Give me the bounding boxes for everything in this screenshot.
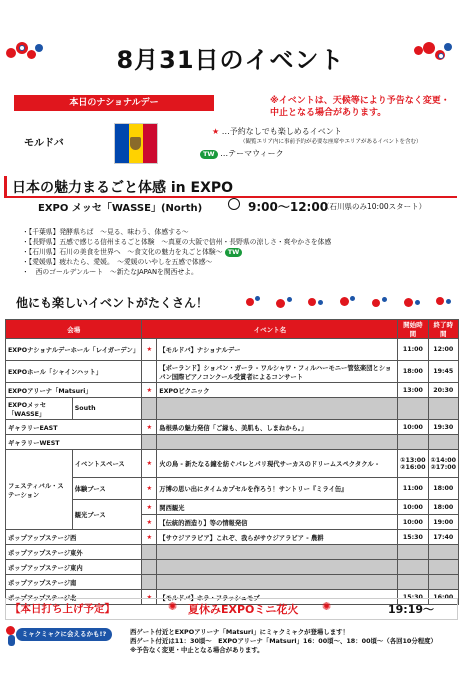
- myakumyaku-badge: ミャクミャクに会えるかも!?: [16, 628, 112, 641]
- venue-cell: EXPOナショナルデーホール「レイガーデン」: [6, 339, 142, 361]
- change-notice: ※イベントは、天候等により予告なく変更・中止となる場合があります。: [270, 96, 450, 118]
- table-row: [6, 530, 459, 545]
- legend-tw: [200, 149, 284, 159]
- col-event: イベント名: [142, 320, 398, 339]
- national-day-label: 本日のナショナルデー: [14, 95, 214, 111]
- venue-cell: ポップアップステージ東内: [6, 560, 142, 575]
- feature-time-note: （石川県のみ10:00スタート）: [322, 202, 427, 211]
- event-cell: 島根県の魅力発信「ご縁も、美肌も、しまねから。」: [157, 420, 398, 435]
- star-icon: ★: [142, 515, 157, 530]
- start-cell: 15:30: [398, 590, 428, 605]
- start-cell: 15:30: [398, 530, 428, 545]
- tw-badge: TW: [225, 248, 243, 257]
- clock-icon: [228, 198, 240, 210]
- dot-pattern-decoration: [246, 296, 456, 308]
- start-cell: 10:00: [398, 420, 428, 435]
- legend-star-text: …予約なしでも楽しめるイベント: [221, 127, 342, 136]
- subvenue-cell: 体験ブース: [72, 478, 142, 500]
- table-row: [6, 339, 459, 361]
- schedule-table: [5, 319, 459, 605]
- star-icon: ★: [142, 383, 157, 398]
- table-row: [6, 450, 459, 478]
- start-cell: 11:00: [398, 339, 428, 361]
- venue-cell: フェスティバル・ステーション: [6, 450, 73, 530]
- end-cell: 18:00: [428, 478, 458, 500]
- start-cell: 13:00: [398, 383, 428, 398]
- table-row: [6, 560, 459, 575]
- table-row: [6, 575, 459, 590]
- event-cell: 【サウジアラビア】これぞ、我らがサウジアラビア - 農耕: [157, 530, 398, 545]
- list-item: ・ 【愛媛県】疲れたら、愛媛。 〜愛媛のいやしを五感で体感〜: [22, 257, 452, 267]
- table-row: [6, 383, 459, 398]
- end-cell: 19:30: [428, 420, 458, 435]
- list-item: ・ 【長野県】五感で感じる信州まるごと体験 〜真夏の大阪で信州・長野県の涼しさ・爽やかさを体感: [22, 237, 452, 247]
- feature-venue: EXPO メッセ「WASSE」(North): [38, 203, 203, 214]
- table-row: [6, 398, 459, 420]
- table-row: [6, 420, 459, 435]
- end-cell: 19:00: [428, 515, 458, 530]
- table-row: [6, 435, 459, 450]
- table-row: [6, 361, 459, 383]
- firework-icon: ✺: [168, 600, 178, 613]
- col-start: 開始時間: [398, 320, 428, 339]
- moldova-flag-icon: [114, 123, 158, 164]
- end-cell: 17:40: [428, 530, 458, 545]
- feature-time: 9:00〜12:00: [248, 200, 329, 214]
- star-icon: ★: [142, 420, 157, 435]
- more-events-title: 他にも楽しいイベントがたくさん！: [16, 296, 209, 310]
- venue-cell: EXPOメッセ「WASSE」: [6, 398, 73, 420]
- end-cell: 18:00: [428, 500, 458, 515]
- venue-cell: ギャラリーEAST: [6, 420, 142, 435]
- star-icon: ★: [142, 590, 157, 605]
- end-cell: 20:30: [428, 383, 458, 398]
- venue-cell: EXPOホール「シャインハット」: [6, 361, 142, 383]
- venue-cell: ポップアップステージ西: [6, 530, 142, 545]
- end-cell: 16:00: [428, 590, 458, 605]
- star-icon: ★: [142, 478, 157, 500]
- info-line: 西ゲート付近とEXPOアリーナ「Matsuri」にミャクミャクが登場します！: [130, 628, 349, 636]
- start-cell: 10:00: [398, 500, 428, 515]
- event-cell: EXPOピクニック: [157, 383, 398, 398]
- page-title: 8月31日のイベント: [116, 46, 345, 74]
- legend-tw-text: …テーマウィーク: [220, 149, 284, 158]
- venue-cell: ポップアップステージ北: [6, 590, 142, 605]
- fireworks-time: 19:19〜: [388, 603, 435, 616]
- event-cell: 【ポーランド】ショパン・ガーラ - ワルシャワ・フィルハーモニー管弦楽団とショパン国際ピアノコンクール受賞者によるコンサート: [157, 361, 398, 383]
- venue-cell: EXPOアリーナ「Matsuri」: [6, 383, 142, 398]
- event-cell: 【モルドバ】ホラ・フラッシュモブ: [157, 590, 398, 605]
- event-cell: 【伝統的酒造り】等の情報発信: [157, 515, 398, 530]
- list-item: [22, 247, 452, 257]
- end-cell: ①14:00 ②17:00: [428, 450, 458, 478]
- table-header-row: [6, 320, 459, 339]
- legend-star: [212, 127, 342, 137]
- star-icon: ★: [212, 127, 220, 136]
- star-icon: ★: [142, 500, 157, 515]
- start-cell: 11:00: [398, 478, 428, 500]
- launch-label: 【本日打ち上げ予定】: [10, 603, 115, 615]
- legend-star-sub: （観覧エリア内に事前予約が必要な座席やエリアがあるイベントを含む）: [240, 139, 422, 145]
- info-line: ※予告なく変更・中止となる場合があります。: [130, 646, 264, 654]
- info-line: 西ゲート付近は11：30頃〜 EXPOアリーナ「Matsuri」16：00頃〜、18：00頃〜（各回10分程度）: [130, 637, 437, 645]
- table-row: [6, 500, 459, 515]
- feature-title: 日本の魅力まるごと体感 in EXPO: [12, 180, 234, 196]
- end-cell: 19:45: [428, 361, 458, 383]
- event-cell: 万博の思い出にタイムカプセルを作ろう！サントリー『ミライ缶』: [157, 478, 398, 500]
- subvenue-cell: 観光ブース: [72, 500, 142, 530]
- col-venue: 会場: [6, 320, 142, 339]
- firework-icon: ✺: [322, 600, 332, 613]
- event-cell: 関西観光: [157, 500, 398, 515]
- subvenue-cell: South: [72, 398, 142, 420]
- list-item: ・ 西のゴールデンルート 〜新たなJAPANを関西せよ。: [22, 267, 452, 277]
- star-icon: ★: [142, 339, 157, 361]
- start-cell: 18:00: [398, 361, 428, 383]
- subvenue-cell: イベントスペース: [72, 450, 142, 478]
- event-cell: 【モルドバ】ナショナルデー: [157, 339, 398, 361]
- table-row: [6, 478, 459, 500]
- list-item-text: 【石川県】石川の美食を世界へ 〜食文化の魅力を丸ごと体験〜: [28, 248, 223, 256]
- myakumyaku-info: [130, 628, 458, 655]
- col-end: 終了時間: [428, 320, 458, 339]
- event-cell: 火の鳥 - 新たなる鐘を紡ぐパレとパリ現代サーカスのドリームスペクタクル -: [157, 450, 398, 478]
- table-row: [6, 545, 459, 560]
- venue-cell: ポップアップステージ東外: [6, 545, 142, 560]
- start-cell: 10:00: [398, 515, 428, 530]
- fireworks-title: 夏休みEXPOミニ花火: [188, 603, 299, 616]
- star-icon: ★: [142, 450, 157, 478]
- end-cell: 12:00: [428, 339, 458, 361]
- tw-badge: TW: [200, 150, 218, 159]
- star-icon: ★: [142, 530, 157, 545]
- venue-cell: ポップアップステージ南: [6, 575, 142, 590]
- national-day-country: モルドバ: [24, 138, 64, 149]
- list-item: ・ 【千葉県】発酵県ちば 〜見る、味わう、体感する〜: [22, 227, 452, 237]
- venue-cell: ギャラリーWEST: [6, 435, 142, 450]
- feature-event-list: [22, 227, 452, 277]
- start-cell: ①13:00 ②16:00: [398, 450, 428, 478]
